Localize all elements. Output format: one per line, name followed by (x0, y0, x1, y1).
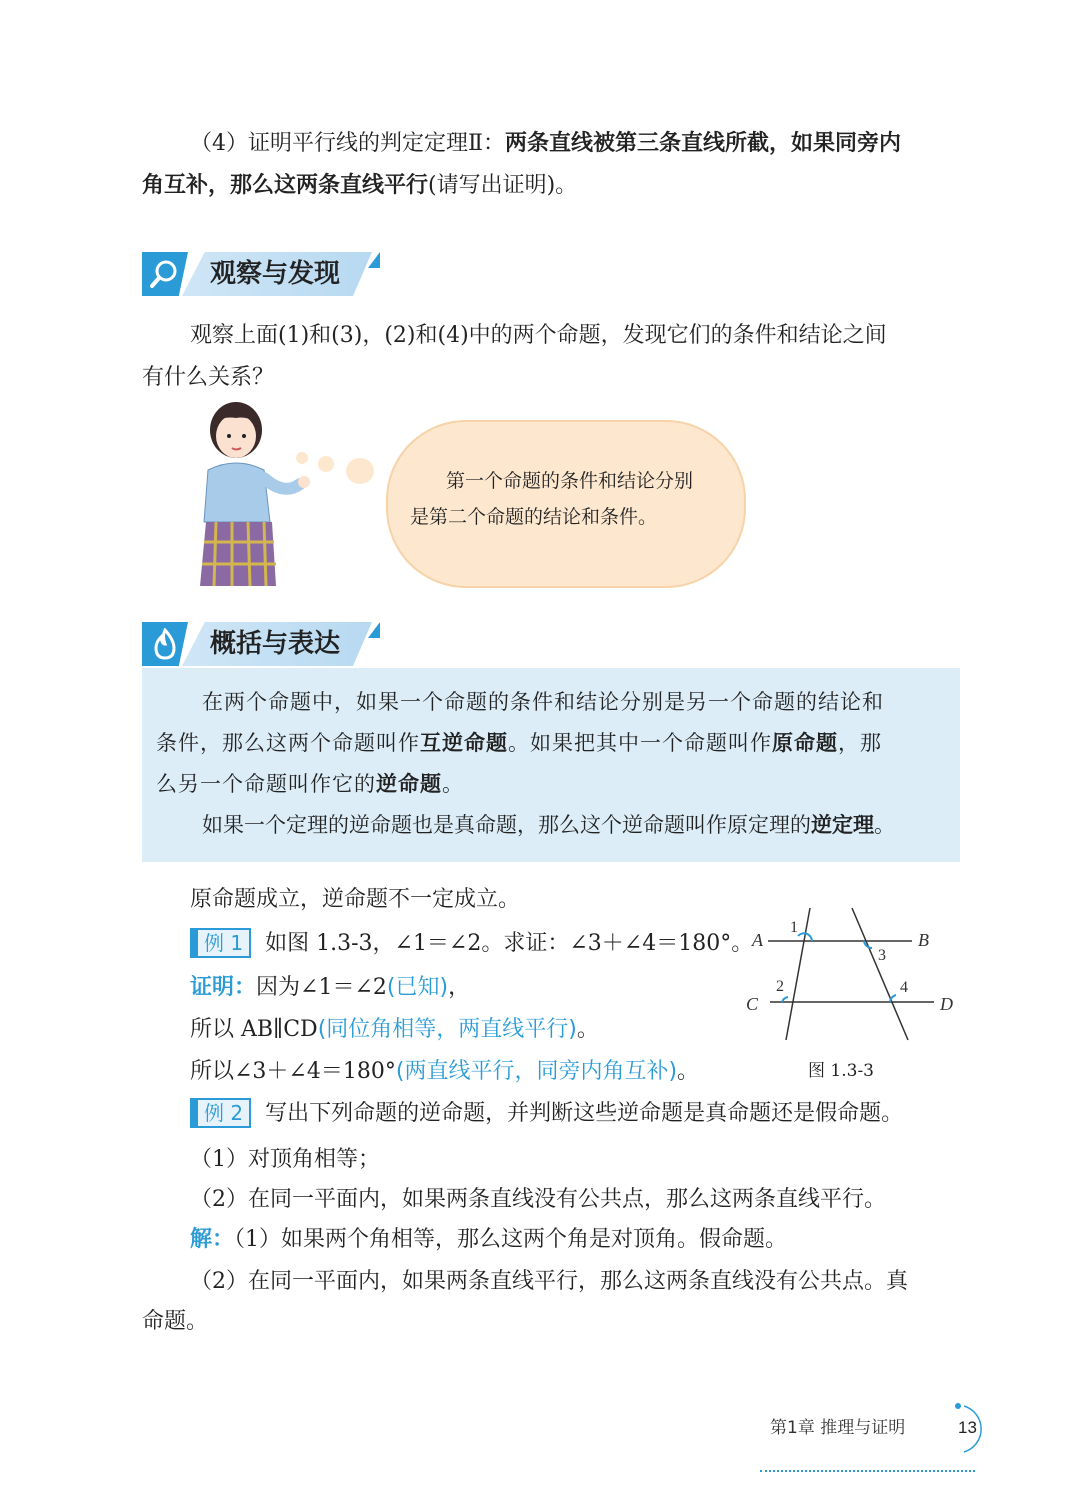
footer-chapter: 第1章 推理与证明 (770, 1418, 906, 1438)
section-header-observe (142, 252, 382, 296)
girl-illustration (196, 400, 326, 590)
solution-line-1: 解：（1）如果两个角相等，那么这两个角是对顶角。假命题。 (190, 1227, 788, 1252)
solution-label: 解： (190, 1227, 235, 1252)
proof-label: 证明： (190, 975, 257, 1000)
footer-divider (760, 1470, 975, 1472)
angle-label-2: 2 (776, 978, 784, 995)
intro-theorem-text-2: 角互补，那么这两条直线平行 (142, 173, 429, 198)
figure-parallel-lines (740, 898, 970, 1048)
term-converse: 逆命题 (376, 772, 442, 796)
flame-icon (150, 628, 180, 660)
label-D: D (940, 994, 953, 1014)
thought-dot-3 (346, 458, 374, 484)
angle-label-3: 3 (878, 947, 886, 964)
term-inverse-propositions: 互逆命题 (420, 731, 508, 755)
thought-dot-1 (296, 452, 308, 464)
solution-line-2: （2）在同一平面内，如果两条直线平行，那么这两条直线没有公共点。真 (190, 1269, 908, 1294)
intro-text: （4）证明平行线的判定定理Ⅱ： (190, 131, 505, 156)
definition-line-1: 在两个命题中，如果一个命题的条件和结论分别是另一个命题的结论和 (202, 690, 884, 714)
label-A: A (752, 930, 763, 950)
intro-theorem-text: 两条直线被第三条直线所截，如果同旁内 (504, 131, 901, 156)
example-2 (190, 1094, 903, 1134)
magnifier-icon (148, 258, 180, 290)
definition-line-4: 如果一个定理的逆命题也是真命题，那么这个逆命题叫作原定理的逆定理。 (202, 813, 895, 837)
example-1-text: 如图 1.3-3，∠1＝∠2。求证：∠3＋∠4＝180°。 (265, 931, 754, 956)
section-title-summary: 概括与表达 (210, 629, 341, 659)
page-number: 13 (958, 1418, 977, 1437)
intro-line-2 (142, 166, 577, 206)
angle-label-4: 4 (900, 979, 908, 996)
figure-caption: 图 1.3-3 (808, 1061, 874, 1081)
section-title-observe: 观察与发现 (210, 259, 341, 289)
angle-label-1: 1 (790, 919, 798, 936)
term-converse-theorem: 逆定理 (811, 813, 874, 837)
example-2-tag: 例 2 (190, 1098, 251, 1128)
proof-line-3: 所以∠3＋∠4＝180°(两直线平行，同旁内角互补)。 (190, 1059, 700, 1084)
example-2-text: 写出下列命题的逆命题，并判断这些逆命题是真命题还是假命题。 (265, 1101, 904, 1126)
intro-line-1 (190, 124, 901, 164)
label-C: C (746, 994, 759, 1014)
example-1-tag: 例 1 (190, 928, 251, 958)
definition-line-3: 么另一个命题叫作它的逆命题。 (156, 772, 464, 796)
note-text: 原命题成立，逆命题不一定成立。 (190, 887, 521, 912)
example-1 (190, 924, 753, 964)
example-2-item-1: （1）对顶角相等； (190, 1147, 380, 1172)
definition-line-2: 条件，那么这两个命题叫作互逆命题。如果把其中一个命题叫作原命题，那 (156, 731, 882, 755)
proof-line-1: 证明：因为∠1＝∠2(已知)， (190, 975, 471, 1000)
observe-text-1: 观察上面(1)和(3)，(2)和(4)中的两个命题，发现它们的条件和结论之间 (190, 323, 887, 348)
cloud-text-1: 第一个命题的条件和结论分别 (446, 470, 694, 492)
proof-line-2: 所以 AB∥CD(同位角相等，两直线平行)。 (190, 1017, 599, 1042)
solution-line-3: 命题。 (142, 1309, 209, 1334)
term-original-proposition: 原命题 (772, 731, 838, 755)
page-number-arc (950, 1400, 994, 1456)
section-header-summary (142, 622, 382, 666)
label-B: B (918, 930, 929, 950)
example-2-item-2: （2）在同一平面内，如果两条直线没有公共点，那么这两条直线平行。 (190, 1187, 886, 1212)
intro-note: (请写出证明)。 (428, 173, 578, 198)
cloud-text-2: 是第二个命题的结论和条件。 (410, 506, 658, 528)
thought-dot-2 (318, 456, 334, 472)
observe-text-2: 有什么关系？ (142, 365, 275, 390)
